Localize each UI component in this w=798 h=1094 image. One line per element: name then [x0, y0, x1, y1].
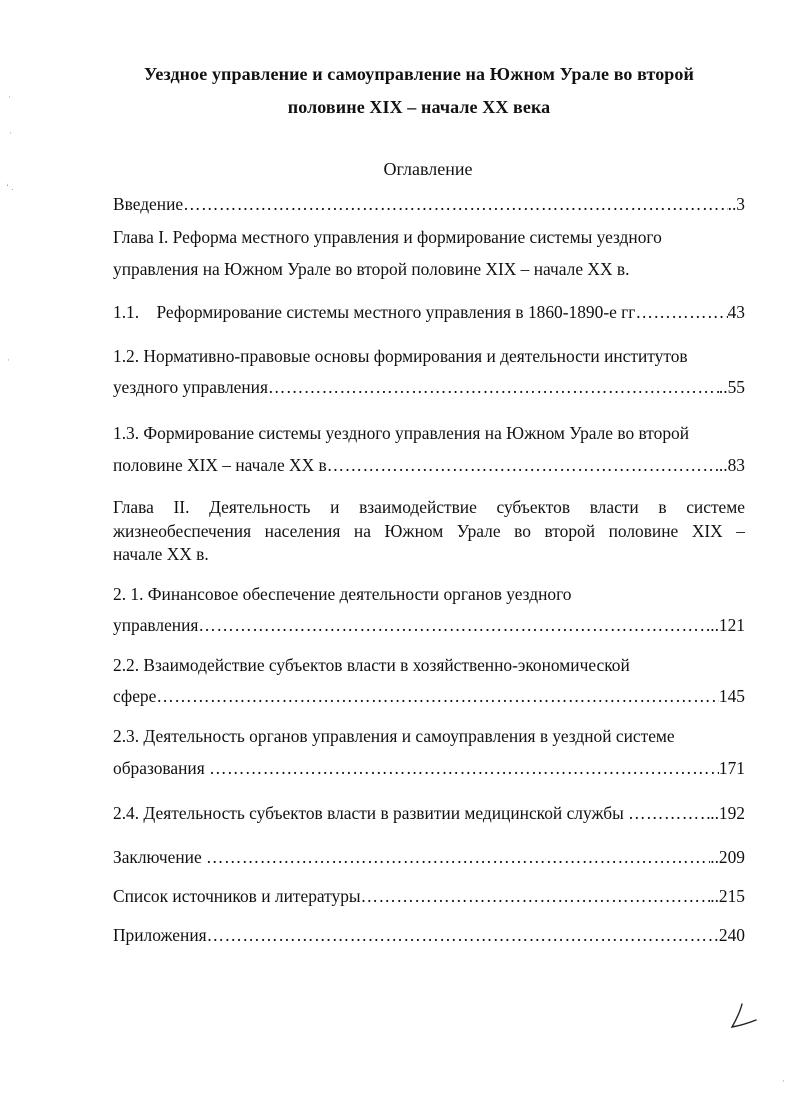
toc-entry-label: Введение — [113, 194, 184, 214]
toc-entry-1-2 — [113, 376, 745, 398]
toc-entry-intro — [113, 193, 745, 215]
leader-dots — [183, 193, 728, 215]
toc-page-number: ..55 — [718, 377, 745, 397]
toc-entry-2-2-line-1: 2.2. Взаимодействие субъектов власти в хозяйственно-экономической — [113, 655, 630, 675]
toc-chapter-2-line-1: Глава II. Деятельность и взаимодействие субъектов власти в системе — [113, 497, 745, 517]
document-title-line-1: Уездное управление и самоуправление на Южном Урале во второй — [144, 64, 694, 84]
toc-entry-2-4 — [113, 802, 745, 824]
toc-chapter-1-line-2: управления на Южном Урале во второй половине XIX – начале XX в. — [113, 259, 630, 279]
leader-dots — [207, 924, 719, 946]
leader-dots — [268, 376, 719, 398]
toc-entry-label: уездного управления — [113, 377, 268, 397]
leader-dots — [361, 885, 711, 907]
leader-dots — [209, 757, 719, 779]
toc-page-number: 240 — [718, 925, 745, 945]
leader-dots — [327, 454, 719, 476]
toc-page-number: ..121 — [710, 615, 745, 635]
leader-dots — [156, 685, 719, 707]
handwritten-page-mark — [728, 1000, 764, 1036]
toc-entry-conclusion — [113, 846, 745, 868]
toc-page-number: ..3 — [727, 194, 745, 214]
toc-entry-label: Список источников и литературы — [113, 886, 361, 906]
toc-page-number: 171 — [718, 758, 745, 778]
scan-speck: · — [9, 128, 12, 138]
toc-page-number: ..215 — [710, 886, 745, 906]
toc-entry-1-3-line-1: 1.3. Формирование системы уездного управления на Южном Урале во второй — [113, 423, 690, 443]
toc-entry-label: половине XIX – начале XX в — [113, 455, 327, 475]
leader-dots — [628, 802, 710, 824]
toc-page-number: ..209 — [710, 847, 745, 867]
toc-entry-label: Приложения — [113, 925, 207, 945]
toc-heading: Оглавление — [383, 159, 473, 179]
toc-entry-label: 1.1. Реформирование системы местного управления в 1860-1890-е гг — [113, 302, 636, 322]
toc-chapter-2-line-2: жизнеобеспечения населения на Южном Урале во второй половине XIX – — [113, 521, 745, 541]
document-title-line-2: половине XIX – начале XX века — [287, 97, 551, 117]
toc-page-number: ..83 — [718, 455, 745, 475]
toc-page-number: 43 — [727, 302, 745, 322]
toc-entry-label: управления — [113, 615, 199, 635]
scan-speck: · — [782, 1076, 785, 1086]
scan-speck: ‘ . — [6, 182, 14, 192]
toc-chapter-1-line-1: Глава I. Реформа местного управления и формирование системы уездного — [113, 227, 662, 247]
leader-dots — [198, 614, 710, 636]
toc-page-number: ..192 — [710, 803, 745, 823]
toc-entry-label: Заключение — [113, 847, 207, 867]
toc-entry-label: 2.4. Деятельность субъектов власти в развитии медицинской службы — [113, 803, 629, 823]
toc-entry-appendix — [113, 924, 745, 946]
toc-entry-1-2-line-1: 1.2. Нормативно-правовые основы формирования и деятельности институтов — [113, 346, 688, 366]
toc-entry-2-1 — [113, 614, 745, 636]
toc-entry-1-3 — [113, 454, 745, 476]
toc-page-number: 145 — [718, 686, 745, 706]
toc-entry-label: образования — [113, 758, 210, 778]
toc-entry-2-3 — [113, 757, 745, 779]
toc-entry-2-3-line-1: 2.3. Деятельность органов управления и самоуправления в уездной системе — [113, 726, 675, 746]
leader-dots — [206, 846, 710, 868]
toc-entry-label: сфере — [113, 686, 157, 706]
toc-chapter-2-line-3: начале XX в. — [113, 544, 209, 564]
scan-speck: · — [7, 355, 10, 365]
toc-entry-1-1 — [113, 301, 745, 323]
toc-entry-2-1-line-1: 2. 1. Финансовое обеспечение деятельности органов уездного — [113, 584, 572, 604]
leader-dots — [635, 301, 727, 323]
toc-entry-2-2 — [113, 685, 745, 707]
scan-speck: · — [8, 92, 11, 102]
toc-entry-sources — [113, 885, 745, 907]
